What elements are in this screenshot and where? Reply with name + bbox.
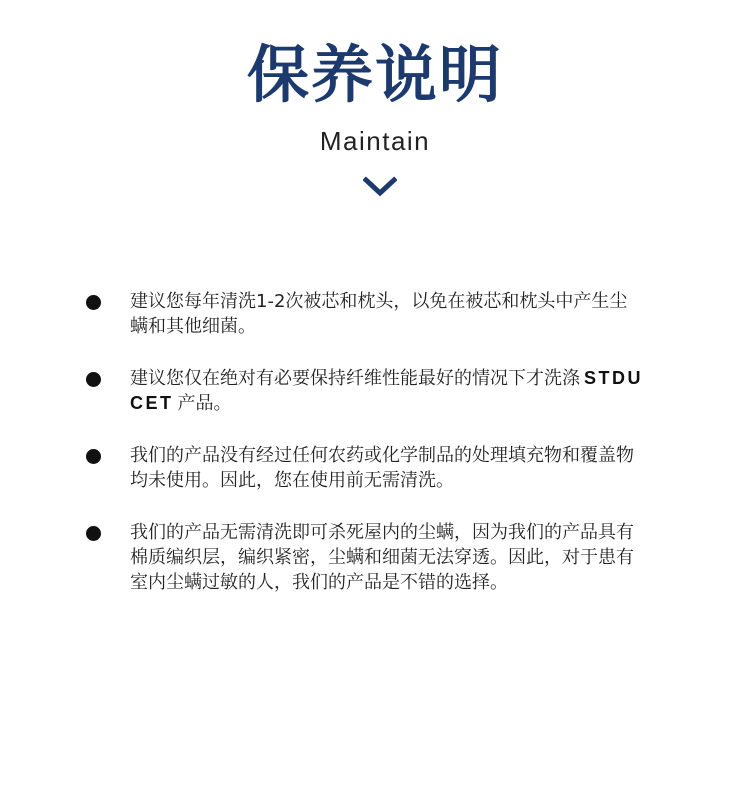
- page-subtitle: Maintain: [319, 126, 431, 156]
- maintenance-list: [84, 289, 644, 622]
- list-item: [84, 289, 644, 339]
- chevron-down-icon: [363, 176, 397, 198]
- list-item-text: 建议您每年清洗1-2次被芯和枕头，以免在被芯和枕头中产生尘螨和其他细菌。: [130, 291, 628, 337]
- list-item-text: [130, 366, 644, 416]
- list-item: [84, 366, 644, 416]
- bullet-icon: [86, 449, 101, 464]
- list-item-text: 我们的产品无需清洗即可杀死屋内的尘螨，因为我们的产品具有棉质编织层，编织紧密，尘螨和细菌无法穿透。因此，对于患有室内尘螨过敏的人，我们的产品是不错的选择。: [130, 522, 634, 593]
- list-item-text-after: 产品。: [177, 393, 232, 414]
- bullet-icon: [86, 372, 101, 387]
- list-item-text: 我们的产品没有经过任何农药或化学制品的处理填充物和覆盖物均未使用。因此，您在使用前无需清洗。: [130, 445, 634, 491]
- bullet-icon: [86, 295, 101, 310]
- brand-name: STDUCET: [130, 368, 643, 413]
- list-item: [84, 520, 644, 595]
- bullet-icon: [86, 526, 101, 541]
- page-title: 保养说明: [246, 38, 503, 111]
- list-item: [84, 443, 644, 493]
- list-item-text-before: 建议您仅在绝对有必要保持纤维性能最好的情况下才洗涤: [130, 368, 580, 389]
